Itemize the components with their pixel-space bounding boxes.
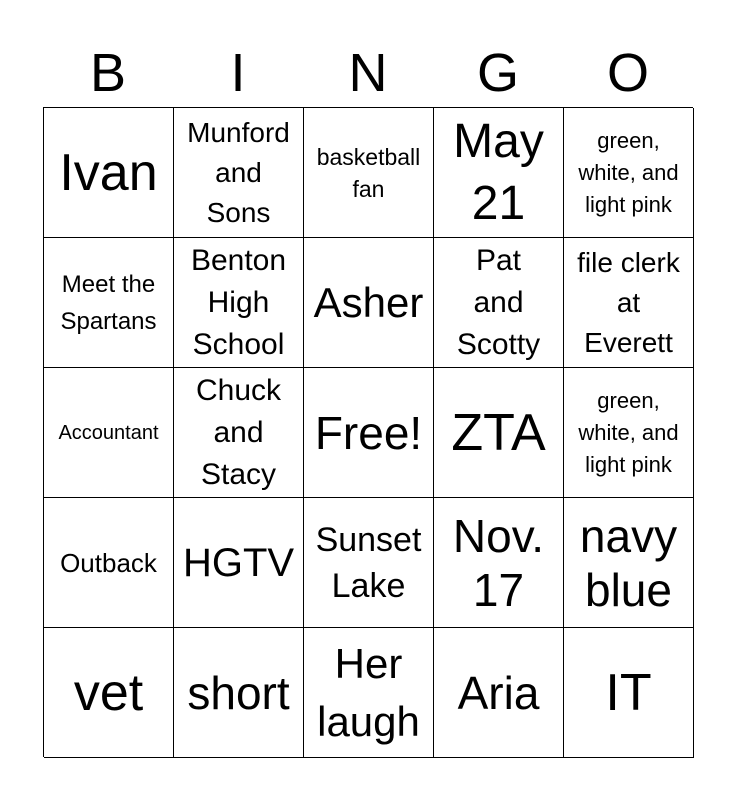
header-letter-i: I xyxy=(230,43,246,103)
bingo-cell[interactable] xyxy=(564,498,694,628)
cell-text: May 21 xyxy=(453,114,544,230)
free-space-text: Free! xyxy=(314,406,423,459)
bingo-cell[interactable] xyxy=(304,368,434,498)
cell-text: Pat and Scotty xyxy=(456,243,541,361)
bingo-cell[interactable] xyxy=(304,498,434,628)
bingo-cell[interactable] xyxy=(434,238,564,368)
cell-text: HGTV xyxy=(182,540,295,585)
bingo-cell[interactable] xyxy=(44,238,174,368)
bingo-header xyxy=(43,40,693,106)
bingo-cell[interactable] xyxy=(564,238,694,368)
cell-text: Meet the Spartans xyxy=(60,270,157,335)
cell-text: IT xyxy=(605,663,652,722)
cell-text: ZTA xyxy=(451,403,546,462)
bingo-cell[interactable] xyxy=(564,108,694,238)
header-letter-b: B xyxy=(89,43,127,103)
bingo-cell[interactable] xyxy=(44,368,174,498)
cell-text: Asher xyxy=(313,278,424,326)
header-letter-g: G xyxy=(476,43,519,103)
bingo-cell[interactable] xyxy=(44,498,174,628)
cell-text: Outback xyxy=(60,547,157,578)
bingo-cell[interactable] xyxy=(434,108,564,238)
bingo-cell[interactable] xyxy=(174,238,304,368)
bingo-board xyxy=(43,107,693,757)
cell-text: short xyxy=(187,666,290,719)
bingo-cell[interactable] xyxy=(434,628,564,758)
bingo-cell[interactable] xyxy=(564,368,694,498)
cell-text: Sunset Lake xyxy=(315,520,422,605)
bingo-cell[interactable] xyxy=(434,368,564,498)
cell-text: Aria xyxy=(457,666,540,719)
bingo-cell[interactable] xyxy=(564,628,694,758)
cell-text: Benton High School xyxy=(190,243,287,361)
header-letter-o: O xyxy=(606,43,649,103)
cell-text: navy blue xyxy=(579,509,678,616)
cell-text: file clerk at Everett xyxy=(577,246,680,358)
cell-text: Her laugh xyxy=(317,639,420,745)
bingo-cell[interactable] xyxy=(434,498,564,628)
bingo-cell[interactable] xyxy=(304,238,434,368)
cell-text: Munford and Sons xyxy=(187,116,290,228)
bingo-cell[interactable] xyxy=(174,108,304,238)
bingo-cell[interactable] xyxy=(174,498,304,628)
cell-text: green, white, and light pink xyxy=(578,387,679,477)
cell-text: Chuck and Stacy xyxy=(195,373,282,491)
cell-text: Nov. 17 xyxy=(452,509,545,616)
bingo-cell[interactable] xyxy=(44,108,174,238)
header-letter-n: N xyxy=(348,43,388,103)
bingo-cell[interactable] xyxy=(174,368,304,498)
cell-text: basketball fan xyxy=(316,143,421,202)
cell-text: vet xyxy=(73,663,144,722)
cell-text: Accountant xyxy=(58,421,159,444)
bingo-cell[interactable] xyxy=(304,108,434,238)
cell-text: green, white, and light pink xyxy=(578,127,679,217)
bingo-cell[interactable] xyxy=(304,628,434,758)
bingo-cell[interactable] xyxy=(44,628,174,758)
bingo-cell[interactable] xyxy=(174,628,304,758)
cell-text: Ivan xyxy=(59,143,158,202)
